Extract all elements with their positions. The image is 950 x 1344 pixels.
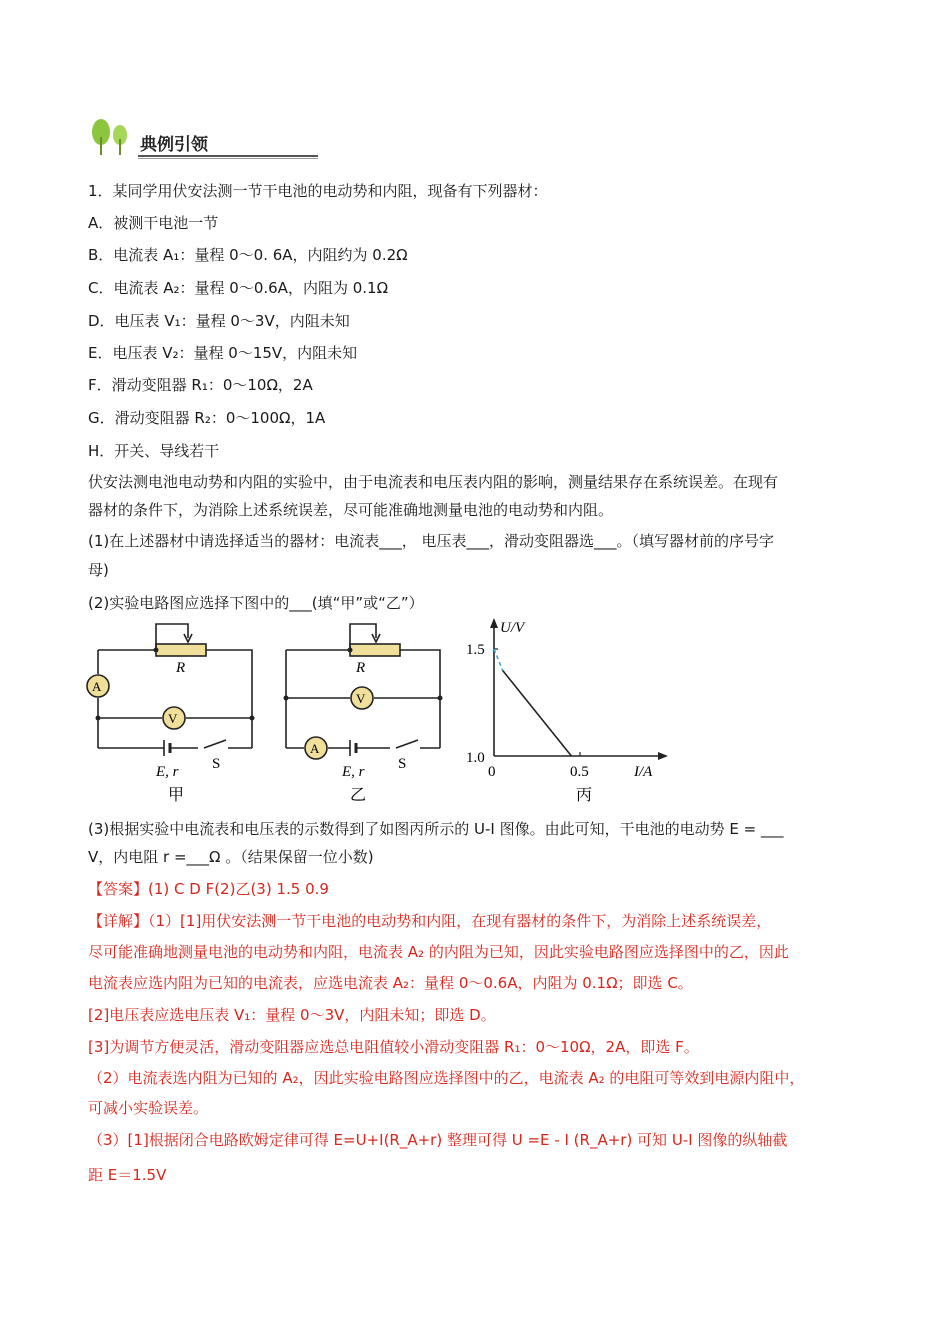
section-header bbox=[88, 117, 236, 157]
tree-icon bbox=[88, 117, 134, 157]
explain-line-6: （2）电流表选内阻为已知的 A₂，因此实验电路图应选择图中的乙，电流表 A₂ 的电阻可等效到电源内阻中， bbox=[88, 1069, 805, 1087]
sub-question-1: (1)在上述器材中请选择适当的器材：电流表___， 电压表___，滑动变阻器选___。（填写器材前的序号字 bbox=[88, 532, 775, 550]
option-g: G．滑动变阻器 R₂：0～100Ω，1A bbox=[88, 409, 326, 427]
jia-battery-label: E, r bbox=[156, 764, 179, 780]
y-axis-label: U/V bbox=[500, 620, 525, 636]
x-tick-0-5: 0.5 bbox=[570, 764, 589, 780]
graph-bing bbox=[466, 618, 668, 804]
yi-voltmeter-label: V bbox=[356, 691, 366, 706]
y-origin-label: 1.0 bbox=[466, 750, 485, 766]
explain-line-8: （3）[1]根据闭合电路欧姆定律可得 E=U+I(R_A+r) 整理可得 U =E - I (R_A+r) 可知 U-I 图像的纵轴截 bbox=[88, 1131, 788, 1149]
section-title: 典例引领 bbox=[140, 135, 208, 155]
circuit-jia bbox=[87, 624, 252, 756]
sub-question-3-cont: V，内电阻 r =___Ω 。（结果保留一位小数) bbox=[88, 848, 374, 866]
jia-rheostat-label: R bbox=[176, 660, 186, 676]
jia-label: 甲 bbox=[168, 787, 185, 804]
x-axis-label: I/A bbox=[634, 764, 653, 780]
question-intro: 1．某同学用伏安法测一节干电池的电动势和内阻，现备有下列器材： bbox=[88, 182, 548, 200]
yi-ammeter-label: A bbox=[310, 741, 320, 756]
yi-rheostat-label: R bbox=[356, 660, 366, 676]
header-underline-thin bbox=[138, 158, 318, 159]
header-underline bbox=[138, 155, 318, 157]
yi-switch-label: S bbox=[398, 756, 407, 772]
explain-line-9: 距 E＝1.5V bbox=[88, 1166, 167, 1184]
jia-voltmeter-label: V bbox=[168, 711, 178, 726]
sub-question-1-cont: 母) bbox=[88, 561, 109, 579]
explain-line-2: 尽可能准确地测量电池的电动势和内阻，电流表 A₂ 的内阻为已知，因此实验电路图应选择图中的乙，因此 bbox=[88, 943, 789, 961]
option-c: C．电流表 A₂：量程 0～0.6A，内阻为 0.1Ω bbox=[88, 279, 389, 297]
body-text-2: 器材的条件下，为消除上述系统误差，尽可能准确地测量电池的电动势和内阻。 bbox=[88, 501, 614, 519]
ui-line-extension bbox=[494, 649, 503, 670]
explain-line-1: 【详解】（1）[1]用伏安法测一节干电池的电动势和内阻，在现有器材的条件下，为消除上述系统误差， bbox=[88, 912, 772, 930]
option-f: F．滑动变阻器 R₁：0～10Ω，2A bbox=[88, 376, 313, 394]
explain-line-5: [3]为调节方便灵活，滑动变阻器应选总电阻值较小滑动变阻器 R₁：0～10Ω，2A，即选 F。 bbox=[88, 1038, 699, 1056]
option-d: D．电压表 V₁：量程 0～3V，内阻未知 bbox=[88, 312, 350, 330]
yi-battery-label: E, r bbox=[342, 764, 365, 780]
explain-line-3: 电流表应选内阻为已知的电流表，应选电流表 A₂：量程 0～0.6A，内阻为 0.1Ω；即选 C。 bbox=[88, 974, 693, 992]
option-e: E．电压表 V₂：量程 0～15V，内阻未知 bbox=[88, 344, 358, 362]
option-a: A．被测干电池一节 bbox=[88, 214, 219, 232]
option-b: B．电流表 A₁：量程 0～0. 6A，内阻约为 0.2Ω bbox=[88, 246, 408, 264]
body-text-1: 伏安法测电池电动势和内阻的实验中，由于电流表和电压表内阻的影响，测量结果存在系统误差。在现有 bbox=[88, 473, 779, 491]
option-h: H．开关、导线若干 bbox=[88, 442, 220, 460]
jia-ammeter-label: A bbox=[92, 679, 102, 694]
explain-line-7: 可减小实验误差。 bbox=[88, 1099, 209, 1117]
sub-question-2: (2)实验电路图应选择下图中的___(填“甲”或“乙”） bbox=[88, 594, 424, 612]
jia-switch-label: S bbox=[212, 756, 221, 772]
explain-line-4: [2]电压表应选电压表 V₁：量程 0～3V，内阻未知；即选 D。 bbox=[88, 1006, 496, 1024]
x-origin-label: 0 bbox=[488, 764, 496, 780]
yi-label: 乙 bbox=[350, 787, 367, 804]
answer-line: 【答案】(1) C D F(2)乙(3) 1.5 0.9 bbox=[88, 880, 329, 898]
bing-label: 丙 bbox=[576, 787, 593, 804]
y-tick-1-5: 1.5 bbox=[466, 642, 485, 658]
sub-question-3: (3)根据实验中电流表和电压表的示数得到了如图丙所示的 U-I 图像。由此可知，干电池的电动势 E = ___ bbox=[88, 820, 784, 838]
ui-line bbox=[503, 670, 572, 756]
circuit-figures bbox=[80, 612, 680, 812]
